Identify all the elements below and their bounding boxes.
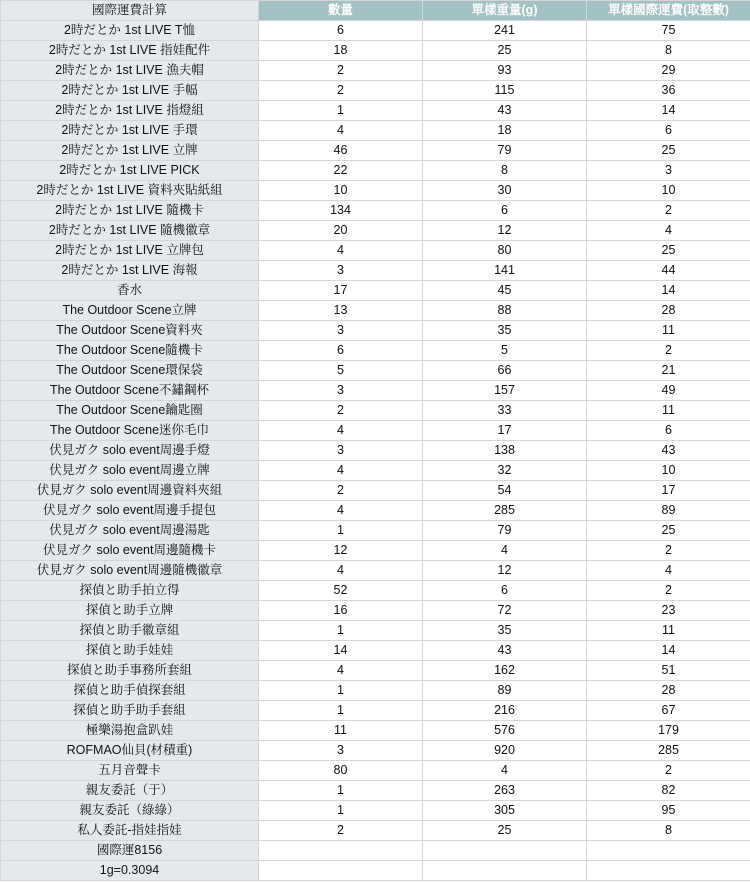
unit-weight-cell[interactable]: 33 xyxy=(423,401,587,421)
item-name-cell[interactable]: 伏見ガク solo event周邊資料夾組 xyxy=(1,481,259,501)
quantity-cell[interactable]: 2 xyxy=(259,821,423,841)
item-name-cell[interactable]: 2時だとか 1st LIVE 指娃配件 xyxy=(1,41,259,61)
unit-shipping-cell[interactable]: 2 xyxy=(587,541,750,561)
table-row xyxy=(1,561,750,581)
unit-weight-cell[interactable]: 8 xyxy=(423,161,587,181)
unit-shipping-cell[interactable]: 75 xyxy=(587,21,750,41)
item-name-cell[interactable]: 2時だとか 1st LIVE 隨機卡 xyxy=(1,201,259,221)
quantity-cell[interactable]: 11 xyxy=(259,721,423,741)
table-row xyxy=(1,301,750,321)
item-name-cell[interactable]: The Outdoor Scene鑰匙圈 xyxy=(1,401,259,421)
quantity-cell[interactable]: 1 xyxy=(259,621,423,641)
unit-shipping-cell[interactable]: 28 xyxy=(587,301,750,321)
quantity-cell[interactable]: 1 xyxy=(259,681,423,701)
unit-weight-cell[interactable]: 79 xyxy=(423,521,587,541)
unit-shipping-cell[interactable]: 14 xyxy=(587,641,750,661)
item-name-cell[interactable]: The Outdoor Scene環保袋 xyxy=(1,361,259,381)
unit-shipping-cell[interactable]: 49 xyxy=(587,381,750,401)
table-row xyxy=(1,401,750,421)
item-name-cell[interactable]: 2時だとか 1st LIVE PICK xyxy=(1,161,259,181)
unit-weight-cell[interactable]: 12 xyxy=(423,221,587,241)
unit-shipping-cell[interactable]: 14 xyxy=(587,281,750,301)
item-name-cell[interactable]: 2時だとか 1st LIVE 資料夾貼紙組 xyxy=(1,181,259,201)
unit-weight-cell[interactable]: 305 xyxy=(423,801,587,821)
item-name-cell[interactable]: 2時だとか 1st LIVE 指燈組 xyxy=(1,101,259,121)
unit-weight-cell[interactable]: 18 xyxy=(423,121,587,141)
table-row xyxy=(1,261,750,281)
unit-shipping-cell[interactable] xyxy=(587,861,750,881)
quantity-cell[interactable]: 3 xyxy=(259,321,423,341)
quantity-cell[interactable]: 3 xyxy=(259,261,423,281)
quantity-cell[interactable]: 4 xyxy=(259,241,423,261)
unit-shipping-cell[interactable]: 11 xyxy=(587,321,750,341)
table-row xyxy=(1,321,750,341)
table-row xyxy=(1,461,750,481)
table-row xyxy=(1,821,750,841)
table-row xyxy=(1,801,750,821)
unit-shipping-cell[interactable]: 14 xyxy=(587,101,750,121)
unit-shipping-cell[interactable]: 11 xyxy=(587,401,750,421)
unit-weight-cell[interactable]: 54 xyxy=(423,481,587,501)
quantity-cell[interactable]: 17 xyxy=(259,281,423,301)
header-unit-weight[interactable]: 單樣重量(g) xyxy=(423,1,587,21)
item-name-cell[interactable]: 2時だとか 1st LIVE 隨機徽章 xyxy=(1,221,259,241)
table-row xyxy=(1,101,750,121)
quantity-cell[interactable]: 6 xyxy=(259,341,423,361)
table-row xyxy=(1,381,750,401)
quantity-cell[interactable]: 1 xyxy=(259,101,423,121)
item-name-cell[interactable]: 2時だとか 1st LIVE 立牌包 xyxy=(1,241,259,261)
item-name-cell[interactable]: 伏見ガク solo event周邊立牌 xyxy=(1,461,259,481)
unit-shipping-cell[interactable]: 11 xyxy=(587,621,750,641)
unit-weight-cell[interactable]: 141 xyxy=(423,261,587,281)
quantity-cell[interactable]: 3 xyxy=(259,441,423,461)
quantity-cell[interactable]: 5 xyxy=(259,361,423,381)
quantity-cell[interactable]: 16 xyxy=(259,601,423,621)
item-name-cell[interactable]: 2時だとか 1st LIVE 海報 xyxy=(1,261,259,281)
unit-shipping-cell[interactable]: 4 xyxy=(587,561,750,581)
footer-row xyxy=(1,861,750,881)
unit-shipping-cell[interactable]: 6 xyxy=(587,121,750,141)
unit-shipping-cell[interactable]: 10 xyxy=(587,461,750,481)
unit-weight-cell[interactable]: 66 xyxy=(423,361,587,381)
unit-weight-cell[interactable]: 6 xyxy=(423,581,587,601)
table-row xyxy=(1,281,750,301)
unit-weight-cell[interactable]: 17 xyxy=(423,421,587,441)
unit-shipping-cell[interactable]: 2 xyxy=(587,201,750,221)
item-name-cell[interactable]: The Outdoor Scene迷你毛巾 xyxy=(1,421,259,441)
unit-weight-cell[interactable]: 25 xyxy=(423,821,587,841)
unit-weight-cell[interactable]: 920 xyxy=(423,741,587,761)
item-name-cell[interactable]: 探偵と助手拍立得 xyxy=(1,581,259,601)
unit-weight-cell[interactable]: 157 xyxy=(423,381,587,401)
unit-shipping-cell[interactable]: 36 xyxy=(587,81,750,101)
item-name-cell[interactable]: ROFMAO仙貝(材積重) xyxy=(1,741,259,761)
item-name-cell[interactable]: 親友委託（綠綠） xyxy=(1,801,259,821)
item-name-cell[interactable]: 五月音聲卡 xyxy=(1,761,259,781)
quantity-cell[interactable]: 4 xyxy=(259,421,423,441)
quantity-cell[interactable]: 80 xyxy=(259,761,423,781)
table-row xyxy=(1,681,750,701)
item-name-cell[interactable]: 私人委託-指娃指娃 xyxy=(1,821,259,841)
table-row xyxy=(1,121,750,141)
item-name-cell[interactable]: 2時だとか 1st LIVE 漁夫帽 xyxy=(1,61,259,81)
unit-weight-cell[interactable] xyxy=(423,861,587,881)
quantity-cell[interactable]: 2 xyxy=(259,81,423,101)
unit-shipping-cell[interactable]: 25 xyxy=(587,521,750,541)
unit-weight-cell[interactable]: 43 xyxy=(423,641,587,661)
unit-weight-cell[interactable]: 5 xyxy=(423,341,587,361)
quantity-cell[interactable]: 1 xyxy=(259,781,423,801)
unit-shipping-cell[interactable]: 89 xyxy=(587,501,750,521)
unit-shipping-cell[interactable]: 25 xyxy=(587,141,750,161)
item-name-cell[interactable]: 伏見ガク solo event周邊手燈 xyxy=(1,441,259,461)
quantity-cell[interactable]: 2 xyxy=(259,481,423,501)
unit-shipping-cell[interactable]: 21 xyxy=(587,361,750,381)
table-row xyxy=(1,421,750,441)
quantity-cell[interactable]: 1 xyxy=(259,701,423,721)
quantity-cell[interactable]: 52 xyxy=(259,581,423,601)
quantity-cell[interactable]: 13 xyxy=(259,301,423,321)
table-row xyxy=(1,601,750,621)
table-row xyxy=(1,141,750,161)
quantity-cell[interactable]: 1 xyxy=(259,801,423,821)
sheet-body xyxy=(1,21,750,881)
item-name-cell[interactable]: The Outdoor Scene資料夾 xyxy=(1,321,259,341)
item-name-cell[interactable]: 伏見ガク solo event周邊手提包 xyxy=(1,501,259,521)
item-name-cell[interactable]: 伏見ガク solo event周邊隨機卡 xyxy=(1,541,259,561)
quantity-cell[interactable]: 22 xyxy=(259,161,423,181)
unit-weight-cell[interactable]: 263 xyxy=(423,781,587,801)
header-quantity[interactable]: 數量 xyxy=(259,1,423,21)
unit-shipping-cell[interactable]: 28 xyxy=(587,681,750,701)
header-row xyxy=(1,1,750,21)
unit-weight-cell[interactable]: 4 xyxy=(423,761,587,781)
unit-shipping-cell[interactable]: 2 xyxy=(587,761,750,781)
quantity-cell[interactable]: 6 xyxy=(259,21,423,41)
table-row xyxy=(1,581,750,601)
table-row xyxy=(1,621,750,641)
quantity-cell[interactable]: 4 xyxy=(259,501,423,521)
table-row xyxy=(1,721,750,741)
quantity-cell[interactable]: 2 xyxy=(259,61,423,81)
table-row xyxy=(1,781,750,801)
unit-shipping-cell[interactable]: 8 xyxy=(587,821,750,841)
unit-shipping-cell[interactable]: 51 xyxy=(587,661,750,681)
unit-weight-cell[interactable]: 93 xyxy=(423,61,587,81)
unit-weight-cell[interactable]: 72 xyxy=(423,601,587,621)
table-row xyxy=(1,521,750,541)
table-row xyxy=(1,201,750,221)
item-name-cell[interactable]: 香水 xyxy=(1,281,259,301)
unit-shipping-cell[interactable]: 285 xyxy=(587,741,750,761)
table-row xyxy=(1,61,750,81)
table-row xyxy=(1,701,750,721)
quantity-cell[interactable]: 12 xyxy=(259,541,423,561)
unit-weight-cell[interactable]: 576 xyxy=(423,721,587,741)
unit-weight-cell[interactable]: 162 xyxy=(423,661,587,681)
unit-shipping-cell[interactable]: 44 xyxy=(587,261,750,281)
quantity-cell[interactable]: 20 xyxy=(259,221,423,241)
quantity-cell[interactable]: 14 xyxy=(259,641,423,661)
item-name-cell[interactable]: 探偵と助手偵探套組 xyxy=(1,681,259,701)
quantity-cell[interactable]: 1 xyxy=(259,521,423,541)
item-name-cell[interactable]: 1g=0.3094 xyxy=(1,861,259,881)
item-name-cell[interactable]: 伏見ガク solo event周邊湯匙 xyxy=(1,521,259,541)
unit-weight-cell[interactable]: 89 xyxy=(423,681,587,701)
table-row xyxy=(1,641,750,661)
unit-shipping-cell[interactable]: 29 xyxy=(587,61,750,81)
table-row xyxy=(1,441,750,461)
item-name-cell[interactable]: 探偵と助手助手套組 xyxy=(1,701,259,721)
item-name-cell[interactable]: 國際運8156 xyxy=(1,841,259,861)
unit-weight-cell[interactable]: 88 xyxy=(423,301,587,321)
table-row xyxy=(1,541,750,561)
unit-shipping-cell[interactable]: 17 xyxy=(587,481,750,501)
item-name-cell[interactable]: 探偵と助手事務所套組 xyxy=(1,661,259,681)
unit-shipping-cell[interactable]: 179 xyxy=(587,721,750,741)
unit-shipping-cell[interactable]: 43 xyxy=(587,441,750,461)
table-row xyxy=(1,501,750,521)
unit-weight-cell[interactable]: 25 xyxy=(423,41,587,61)
unit-weight-cell[interactable]: 43 xyxy=(423,101,587,121)
unit-weight-cell[interactable]: 35 xyxy=(423,321,587,341)
unit-shipping-cell[interactable]: 4 xyxy=(587,221,750,241)
quantity-cell[interactable]: 4 xyxy=(259,461,423,481)
table-row xyxy=(1,761,750,781)
quantity-cell[interactable]: 3 xyxy=(259,741,423,761)
unit-weight-cell[interactable]: 216 xyxy=(423,701,587,721)
unit-weight-cell[interactable]: 45 xyxy=(423,281,587,301)
unit-shipping-cell[interactable]: 6 xyxy=(587,421,750,441)
quantity-cell[interactable] xyxy=(259,861,423,881)
table-row xyxy=(1,81,750,101)
unit-weight-cell[interactable]: 30 xyxy=(423,181,587,201)
unit-shipping-cell[interactable]: 25 xyxy=(587,241,750,261)
table-row xyxy=(1,241,750,261)
unit-weight-cell[interactable]: 79 xyxy=(423,141,587,161)
unit-shipping-cell[interactable] xyxy=(587,841,750,861)
table-row xyxy=(1,741,750,761)
unit-shipping-cell[interactable]: 82 xyxy=(587,781,750,801)
item-name-cell[interactable]: 2時だとか 1st LIVE 立牌 xyxy=(1,141,259,161)
unit-shipping-cell[interactable]: 8 xyxy=(587,41,750,61)
quantity-cell[interactable]: 2 xyxy=(259,401,423,421)
item-name-cell[interactable]: 親友委託（于） xyxy=(1,781,259,801)
item-name-cell[interactable]: 2時だとか 1st LIVE 手幅 xyxy=(1,81,259,101)
unit-weight-cell[interactable]: 138 xyxy=(423,441,587,461)
table-row xyxy=(1,21,750,41)
item-name-cell[interactable]: 2時だとか 1st LIVE T恤 xyxy=(1,21,259,41)
unit-weight-cell[interactable]: 6 xyxy=(423,201,587,221)
item-name-cell[interactable]: 探偵と助手徽章組 xyxy=(1,621,259,641)
table-row xyxy=(1,221,750,241)
quantity-cell[interactable]: 134 xyxy=(259,201,423,221)
table-row xyxy=(1,661,750,681)
table-row xyxy=(1,161,750,181)
unit-weight-cell[interactable] xyxy=(423,841,587,861)
unit-weight-cell[interactable]: 12 xyxy=(423,561,587,581)
unit-weight-cell[interactable]: 32 xyxy=(423,461,587,481)
unit-weight-cell[interactable]: 35 xyxy=(423,621,587,641)
unit-weight-cell[interactable]: 285 xyxy=(423,501,587,521)
unit-shipping-cell[interactable]: 95 xyxy=(587,801,750,821)
table-row xyxy=(1,41,750,61)
unit-weight-cell[interactable]: 115 xyxy=(423,81,587,101)
table-row xyxy=(1,481,750,501)
unit-weight-cell[interactable]: 241 xyxy=(423,21,587,41)
item-name-cell[interactable]: 探偵と助手立牌 xyxy=(1,601,259,621)
header-unit-shipping[interactable]: 單樣國際運費(取整數) xyxy=(587,1,750,21)
quantity-cell[interactable] xyxy=(259,841,423,861)
unit-shipping-cell[interactable]: 3 xyxy=(587,161,750,181)
quantity-cell[interactable]: 10 xyxy=(259,181,423,201)
unit-shipping-cell[interactable]: 2 xyxy=(587,341,750,361)
item-name-cell[interactable]: 伏見ガク solo event周邊隨機徽章 xyxy=(1,561,259,581)
item-name-cell[interactable]: 2時だとか 1st LIVE 手環 xyxy=(1,121,259,141)
quantity-cell[interactable]: 4 xyxy=(259,661,423,681)
item-name-cell[interactable]: The Outdoor Scene不鏽鋼杯 xyxy=(1,381,259,401)
item-name-cell[interactable]: 極樂湯抱盒趴娃 xyxy=(1,721,259,741)
unit-shipping-cell[interactable]: 10 xyxy=(587,181,750,201)
quantity-cell[interactable]: 4 xyxy=(259,121,423,141)
table-row xyxy=(1,181,750,201)
quantity-cell[interactable]: 18 xyxy=(259,41,423,61)
table-row xyxy=(1,361,750,381)
table-row xyxy=(1,341,750,361)
footer-row xyxy=(1,841,750,861)
unit-weight-cell[interactable]: 4 xyxy=(423,541,587,561)
header-item-name[interactable]: 國際運費計算 xyxy=(1,1,259,21)
item-name-cell[interactable]: 探偵と助手娃娃 xyxy=(1,641,259,661)
unit-shipping-cell[interactable]: 23 xyxy=(587,601,750,621)
unit-shipping-cell[interactable]: 67 xyxy=(587,701,750,721)
item-name-cell[interactable]: The Outdoor Scene立牌 xyxy=(1,301,259,321)
unit-shipping-cell[interactable]: 2 xyxy=(587,581,750,601)
quantity-cell[interactable]: 3 xyxy=(259,381,423,401)
unit-weight-cell[interactable]: 80 xyxy=(423,241,587,261)
quantity-cell[interactable]: 4 xyxy=(259,561,423,581)
item-name-cell[interactable]: The Outdoor Scene隨機卡 xyxy=(1,341,259,361)
quantity-cell[interactable]: 46 xyxy=(259,141,423,161)
